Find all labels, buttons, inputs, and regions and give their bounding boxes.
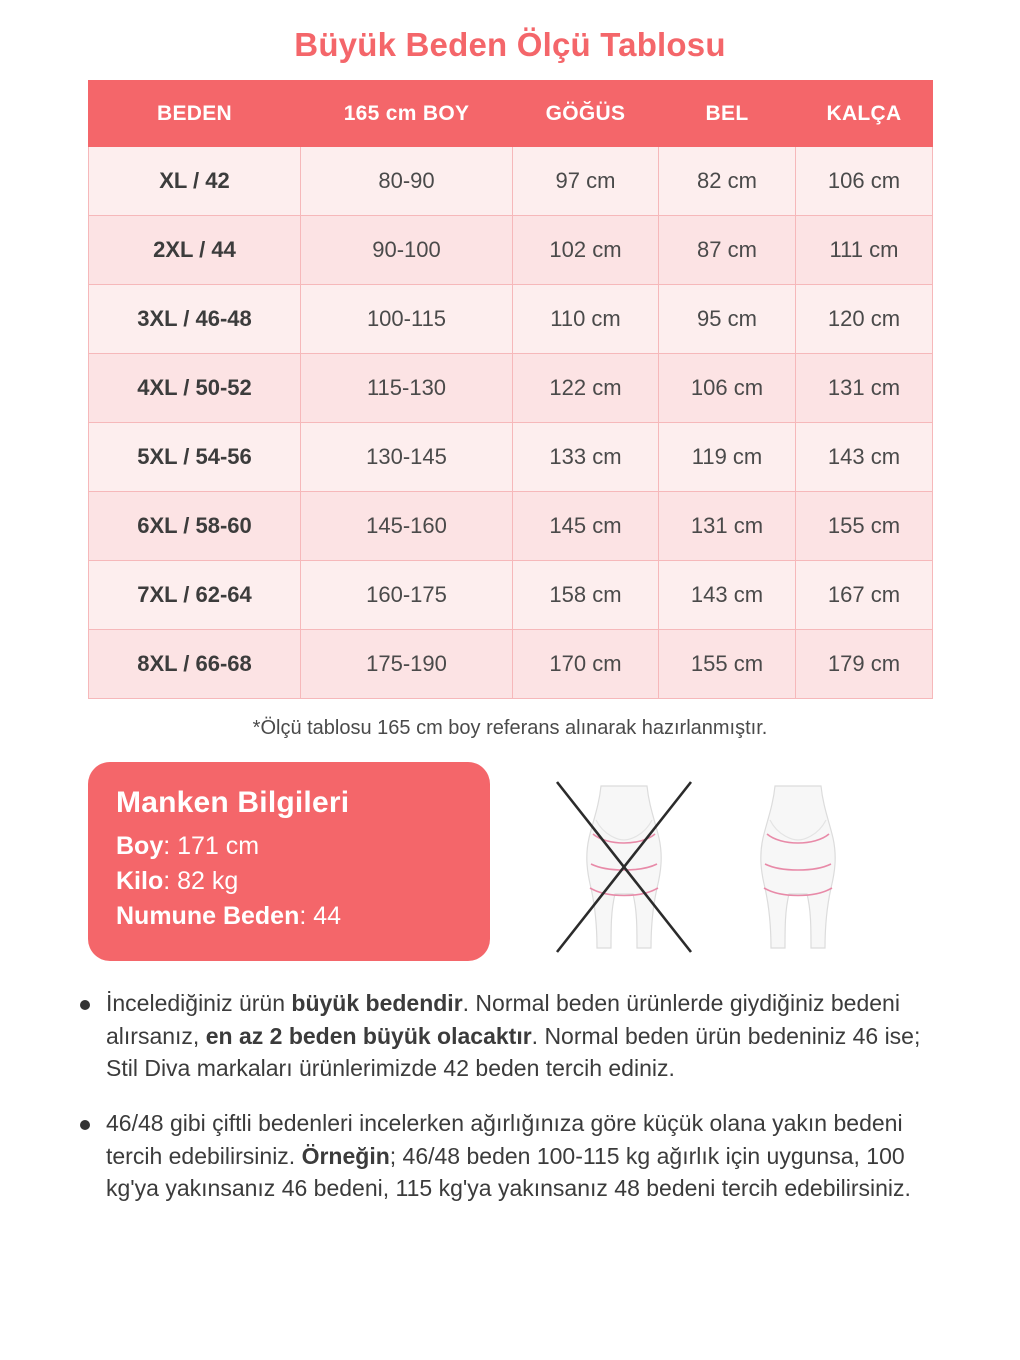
cell-gogus: 102 cm — [513, 216, 659, 285]
size-table — [88, 80, 933, 699]
cell-bel: 106 cm — [659, 354, 796, 423]
list-item — [74, 1107, 946, 1205]
figure-correct-measurement — [723, 776, 873, 961]
cell-beden: 3XL / 46-48 — [89, 285, 301, 354]
cell-beden: 8XL / 66-68 — [89, 630, 301, 699]
model-height-value: : 171 cm — [163, 832, 260, 860]
cell-bel: 155 cm — [659, 630, 796, 699]
cell-beden: XL / 42 — [89, 147, 301, 216]
table-row — [89, 147, 933, 216]
cell-gogus: 110 cm — [513, 285, 659, 354]
table-header-row — [89, 81, 933, 147]
cell-kalca: 167 cm — [796, 561, 933, 630]
cell-boy: 90-100 — [301, 216, 513, 285]
cell-bel: 82 cm — [659, 147, 796, 216]
table-row — [89, 285, 933, 354]
table-row — [89, 630, 933, 699]
column-header-bel: BEL — [659, 81, 796, 147]
body-measurement-crossed-icon — [549, 776, 699, 961]
cell-kalca: 106 cm — [796, 147, 933, 216]
bullet-text-2: 46/48 gibi çiftli bedenleri incelerken ağırlığınıza göre küçük olana yakın bedeni tercih edebilirsiniz. Örneğin; 46/48 beden 100-115 kg ağırlık için uygunsa, 100 kg'ya yakınsanız 46 bedeni, 115 kg'ya yakınsanız 48 bedeni tercih edebilirsiniz. — [106, 1109, 911, 1202]
cell-kalca: 131 cm — [796, 354, 933, 423]
column-header-boy: 165 cm BOY — [301, 81, 513, 147]
cell-bel: 143 cm — [659, 561, 796, 630]
cell-gogus: 170 cm — [513, 630, 659, 699]
cell-gogus: 133 cm — [513, 423, 659, 492]
cell-gogus: 158 cm — [513, 561, 659, 630]
cell-kalca: 111 cm — [796, 216, 933, 285]
table-row — [89, 423, 933, 492]
cell-bel: 131 cm — [659, 492, 796, 561]
bullet-text-1: İncelediğiniz ürün büyük bedendir. Normal beden ürünlerde giydiğiniz bedeni alırsanız, en az 2 beden büyük olacaktır. Normal beden ürün bedeniniz 46 ise; Stil Diva markaları ürünlerimizde 42 beden tercih ediniz. — [106, 990, 921, 1082]
cell-gogus: 122 cm — [513, 354, 659, 423]
notes-list — [74, 987, 946, 1205]
size-table-container — [88, 80, 932, 699]
cell-bel: 95 cm — [659, 285, 796, 354]
cell-beden: 2XL / 44 — [89, 216, 301, 285]
table-row — [89, 561, 933, 630]
cell-boy: 145-160 — [301, 492, 513, 561]
cell-boy: 115-130 — [301, 354, 513, 423]
model-weight-label: Kilo — [116, 867, 164, 895]
cell-boy: 80-90 — [301, 147, 513, 216]
cell-beden: 6XL / 58-60 — [89, 492, 301, 561]
cell-beden: 7XL / 62-64 — [89, 561, 301, 630]
body-measurement-icon — [723, 776, 873, 961]
figure-incorrect-measurement — [549, 776, 699, 961]
column-header-beden: BEDEN — [89, 81, 301, 147]
cell-bel: 119 cm — [659, 423, 796, 492]
table-footnote: *Ölçü tablosu 165 cm boy referans alınarak hazırlanmıştır. — [252, 717, 768, 739]
column-header-gogus: GÖĞÜS — [513, 81, 659, 147]
cell-kalca: 155 cm — [796, 492, 933, 561]
table-row — [89, 354, 933, 423]
cell-boy: 130-145 — [301, 423, 513, 492]
cell-gogus: 145 cm — [513, 492, 659, 561]
model-info-card — [88, 762, 490, 961]
cell-bel: 87 cm — [659, 216, 796, 285]
cell-kalca: 179 cm — [796, 630, 933, 699]
model-sample-size-label: Numune Beden — [116, 902, 300, 930]
model-info-row — [88, 762, 932, 961]
cell-boy: 100-115 — [301, 285, 513, 354]
table-row — [89, 492, 933, 561]
cell-beden: 4XL / 50-52 — [89, 354, 301, 423]
cell-boy: 160-175 — [301, 561, 513, 630]
bullet-dot-icon — [80, 1120, 90, 1130]
column-header-kalca: KALÇA — [796, 81, 933, 147]
model-info-heading: Manken Bilgileri — [116, 786, 350, 819]
bullet-dot-icon — [80, 1000, 90, 1010]
model-sample-size — [116, 902, 462, 931]
cell-kalca: 120 cm — [796, 285, 933, 354]
model-sample-size-value: : 44 — [299, 902, 342, 930]
list-item — [74, 987, 946, 1085]
cell-gogus: 97 cm — [513, 147, 659, 216]
model-weight — [116, 867, 462, 896]
table-row — [89, 216, 933, 285]
cell-beden: 5XL / 54-56 — [89, 423, 301, 492]
model-height — [116, 832, 462, 861]
page-title: Büyük Beden Ölçü Tablosu — [294, 26, 726, 63]
measurement-illustrations — [490, 762, 932, 961]
cell-boy: 175-190 — [301, 630, 513, 699]
model-weight-value: : 82 kg — [163, 867, 239, 895]
cell-kalca: 143 cm — [796, 423, 933, 492]
model-height-label: Boy — [116, 832, 164, 860]
